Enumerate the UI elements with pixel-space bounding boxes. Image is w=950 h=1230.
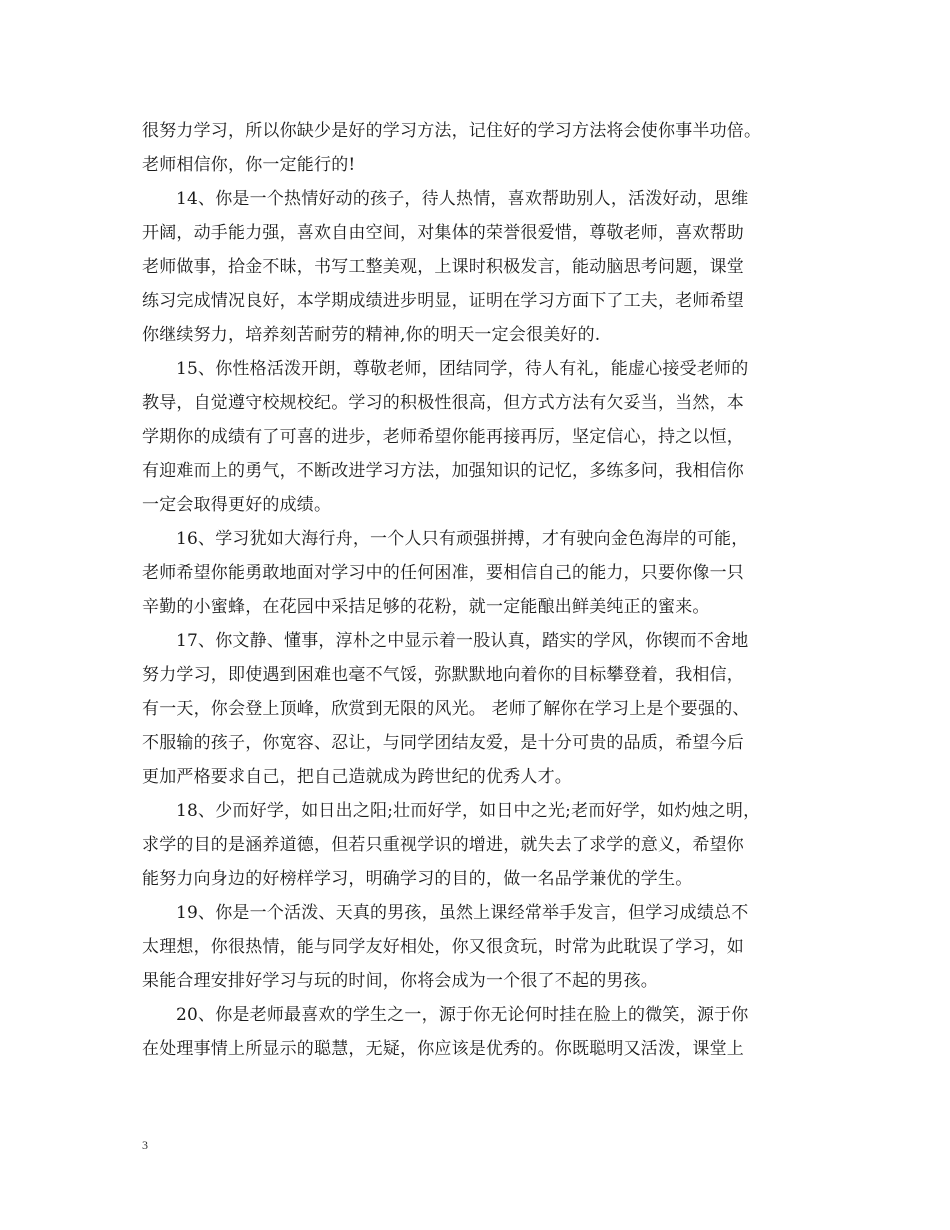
text-line: 开阔，动手能力强，喜欢自由空间，对集体的荣誉很爱惜，尊敬老师，喜欢帮助 <box>142 223 744 243</box>
text-line: 辛勤的小蜜蜂，在花园中采拮足够的花粉，就一定能酿出鲜美纯正的蜜来。 <box>142 597 710 617</box>
text-line: 一定会取得更好的成绩。 <box>142 495 332 515</box>
text-line: 太理想，你很热情，能与同学友好相处，你又很贪玩，时常为此耽误了学习，如 <box>142 937 744 957</box>
paragraph-first-line: 19、你是一个活泼、天真的男孩，虽然上课经常举手发言，但学习成绩总不 <box>176 903 749 923</box>
document-body <box>142 114 832 1066</box>
text-line: 学期你的成绩有了可喜的进步，老师希望你能再接再厉，坚定信心，持之以恒， <box>142 427 744 447</box>
text-line: 老师相信你，你一定能行的! <box>142 155 356 175</box>
text-line: 有迎难而上的勇气，不断改进学习方法，加强知识的记忆，多练多问，我相信你 <box>142 461 744 481</box>
text-line: 教导，自觉遵守校规校纪。学习的积极性很高，但方式方法有欠妥当，当然，本 <box>142 393 744 413</box>
text-line: 不服输的孩子，你宽容、忍让，与同学团结友爱，是十分可贵的品质，希望今后 <box>142 733 744 753</box>
paragraph-first-line: 14、你是一个热情好动的孩子，待人热情，喜欢帮助别人，活泼好动，思维 <box>176 189 749 209</box>
text-line: 求学的目的是涵养道德，但若只重视学识的增进，就失去了求学的意义，希望你 <box>142 835 744 855</box>
text-line: 有一天，你会登上顶峰，欣赏到无限的风光。 老师了解你在学习上是个要强的、 <box>142 699 750 719</box>
text-line: 更加严格要求自己，把自己造就成为跨世纪的优秀人才。 <box>142 767 572 787</box>
text-line: 能努力向身边的好榜样学习，明确学习的目的，做一名品学兼优的学生。 <box>142 869 693 889</box>
text-line: 很努力学习，所以你缺少是好的学习方法，记住好的学习方法将会使你事半功倍。 <box>142 121 762 141</box>
paragraph-first-line: 17、你文静、懂事，淳朴之中显示着一股认真，踏实的学风，你锲而不舍地 <box>176 631 749 651</box>
paragraph-first-line: 16、学习犹如大海行舟，一个人只有顽强拼搏，才有驶向金色海岸的可能， <box>176 529 749 549</box>
text-line: 老师做事，拾金不昧，书写工整美观，上课时积极发言，能动脑思考问题，课堂 <box>142 257 744 277</box>
paragraph-first-line: 15、你性格活泼开朗，尊敬老师，团结同学，待人有礼，能虚心接受老师的 <box>176 359 749 379</box>
page-number: 3 <box>142 1138 148 1152</box>
text-line: 练习完成情况良好，本学期成绩进步明显，证明在学习方面下了工夫，老师希望 <box>142 291 744 311</box>
text-line: 努力学习，即使遇到困难也毫不气馁，弥默默地向着你的目标攀登着，我相信， <box>142 665 744 685</box>
text-line: 老师希望你能勇敢地面对学习中的任何困准，要相信自己的能力，只要你像一只 <box>142 563 744 583</box>
text-line: 你继续努力，培养刻苦耐劳的精神,你的明天一定会很美好的. <box>142 325 601 345</box>
paragraph-first-line: 20、你是老师最喜欢的学生之一，源于你无论何时挂在脸上的微笑，源于你 <box>176 1005 749 1025</box>
paragraph-first-line: 18、少而好学，如日出之阳;壮而好学，如日中之光;老而好学，如灼烛之明， <box>176 801 761 821</box>
text-line: 在处理事情上所显示的聪慧，无疑，你应该是优秀的。你既聪明又活泼，课堂上 <box>142 1039 744 1059</box>
text-line: 果能合理安排好学习与玩的时间，你将会成为一个很了不起的男孩。 <box>142 971 658 991</box>
